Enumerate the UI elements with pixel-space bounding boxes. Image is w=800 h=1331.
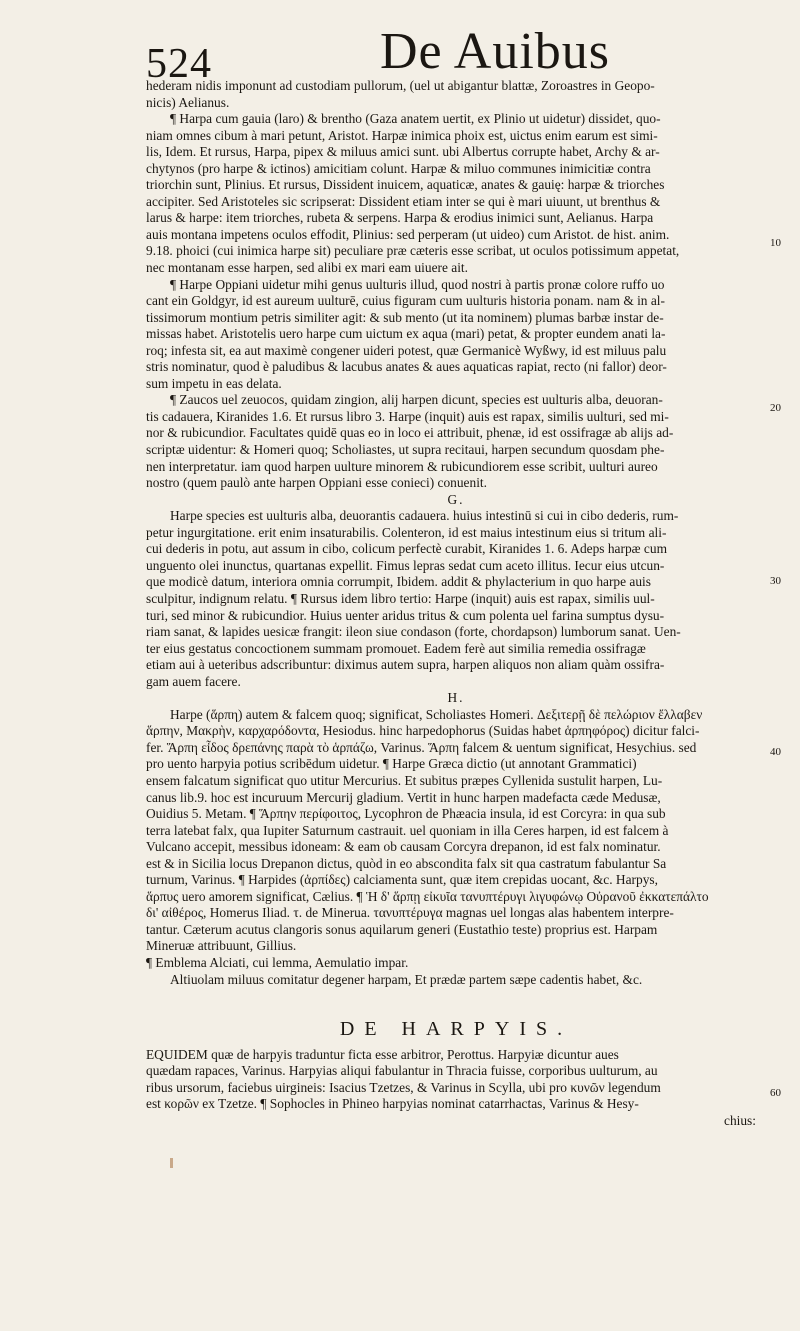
text-line: riam sanat, & lapides uesicæ frangit: ileon siue condason (forte, chordapson) lumborum sanat. Uen-: [146, 624, 681, 640]
text-line: Altiuolam miluus comitatur degener harpam, Et prædæ partem sæpe cadentis habet, &c.: [170, 971, 643, 987]
text-line: ἅρπυς uero amorem significat, Cælius. ¶ Ἡ δ' ἅρπῃ εἰκυῖα τανυπτέρυγι λιγυφώνῳ Οὐρανοῦ ἐκκατεπάλτο: [146, 888, 709, 904]
ink-mark: [170, 1158, 173, 1168]
margin-line-number: 10: [770, 237, 781, 249]
margin-line-number: 30: [770, 575, 781, 587]
text-line: EQUIDEM quæ de harpyis traduntur ficta esse arbitror, Perottus. Harpyiæ dicuntur aues: [146, 1046, 619, 1062]
text-line: sum impetu in eas delata.: [146, 375, 282, 391]
text-line: est κορῶν ex Tzetze. ¶ Sophocles in Phineo harpyias nominat catarrhactas, Varinus & Hesy-: [146, 1096, 639, 1112]
text-line: Vulcano accepit, messibus idoneam: & eam ob causam Corcyra drepanon, id est falx nominatur.: [146, 839, 661, 855]
text-line: auis montana impetens oculos effodit, Plinius: sed perperam (ut uideo) cum Aristot. de hist. anim.: [146, 226, 670, 242]
text-line: stris nominatur, quod è paludibus & lacubus anates & aues aquaticas rapiat, recto (ni fallor) deor-: [146, 359, 667, 375]
catchword: chius:: [724, 1112, 756, 1128]
section-heading: DE HARPYIS.: [339, 1017, 573, 1040]
text-line: Harpe species est uulturis alba, deuorantis cadauera. huius intestinū si cui in cibo dederis, rum-: [170, 508, 679, 524]
text-line: scriptæ uidentur: & Homeri quoq; Scholiastes, ut supra recitaui, harpen secundum quosdam phe-: [146, 442, 665, 458]
text-line: terra latebat falx, qua Iupiter Saturnum castrauit. uel quoniam in illa Ceres harpen, id est falcem à: [146, 822, 669, 838]
text-line: Harpe (ἅρπη) autem & falcem quoq; significat, Scholiastes Homeri. Δεξιτερῇ δὲ πελώριον ἔλλαβεν: [170, 706, 703, 722]
text-line: pro uento harpyia potius scribēdum uidetur. ¶ Harpe Græca dictio (ut annotant Grammatici): [146, 756, 637, 772]
text-line: fer. Ἅρπη εἶδος δρεπάνης παρὰ τὸ ἁρπάζω, Varinus. Ἅρπη falcem & uentum significat, Hesychius. sed: [146, 739, 697, 755]
text-line: chytynos (pro harpe & ictinos) amicitiam colunt. Harpæ & miluo communes inimicitiæ contra: [146, 160, 651, 176]
section-letter: H.: [447, 690, 465, 706]
text-line: quædam rapaces, Varinus. Harpyias aliqui fabulantur in Thracia fuisse, corporibus uulturum, au: [146, 1063, 658, 1079]
text-line: unguento olei inunctus, quartanas expellit. Fimus lepras sedat cum aceto illitus. Iecur eius utcun-: [146, 557, 665, 573]
text-line: tantur. Cæterum acutus clangoris sonus aquilarum generi (Eustathio teste) proprius est. Harpam: [146, 921, 658, 937]
text-line: niam omnes cibum à mari petunt, Aristot. Harpæ inimica phoix est, uictus enim earum est simi-: [146, 127, 658, 143]
margin-line-number: 20: [770, 402, 781, 414]
text-line: nostro (quem paulò ante harpen Oppiani esse conieci) conuenit.: [146, 475, 487, 491]
text-line: tissimorum montium petris similiter agit: & sub mento (ut ita nominem) plumas barbæ instar de-: [146, 309, 664, 325]
page-number: 524: [146, 41, 212, 87]
section-letter: G.: [447, 491, 465, 507]
text-line: 9.18. phoici (cui inimica harpe sit) peculiare præ cæteris esse scribat, ut oculos potissimum appetat,: [146, 243, 680, 259]
text-line: missas habet. Aristotelis uero harpe cum uictum ex aqua (mari) petat, & propter eundem anati la-: [146, 326, 666, 342]
text-line: ¶ Harpa cum gauia (laro) & brentho (Gaza anatem uertit, ex Plinio ut uidetur) dissidet, quo-: [170, 111, 661, 127]
margin-line-number: 40: [770, 746, 781, 758]
text-line: turnum, Varinus. ¶ Harpides (ἁρπίδες) calciamenta sunt, quæ item crepidas uocant, &c. Harpys,: [146, 872, 658, 888]
text-line: nor & rubicundior. Facultates quidē quas eo in loco ei attribuit, phenæ, id est ossifragæ ab alijs ad-: [146, 425, 674, 441]
text-line: ἅρπην, Μακρὴν, καρχαρόδοντα, Hesiodus. hinc harpedophorus (Suidas habet ἁρπηφόρος) dicitur falci-: [146, 723, 700, 739]
text-line: δι' αἰθέρος, Homerus Iliad. τ. de Minerua. τανυπτέρυγα magnas uel longas alas habentem interpre-: [146, 905, 674, 921]
text-line: ¶ Harpe Oppiani uidetur mihi genus uulturis illud, quod nostri à partis pronæ colore ruffo uo: [170, 276, 665, 292]
text-line: turi, sed minor & rubicundior. Huius uenter aridus tritus & cum polenta uel farina sumptus dysu-: [146, 607, 665, 623]
text-line: accipiter. Sed Aristoteles sic scripserat: Dissident etiam inter se qui è mari uiuunt, ut brenthus &: [146, 193, 661, 209]
text-line: cui dederis in potu, aut assum in cibo, colicum perfectè curabit, Kiranides 1. 6. Adeps harpæ cum: [146, 541, 667, 557]
text-line: cant ein Goldgyr, id est aureum uulturē, cuius figuram cum uulturis historia ponam. nam & in al-: [146, 293, 665, 309]
margin-line-number: 60: [770, 1087, 781, 1099]
text-line: etiam aui à ueteribus adscribuntur: diximus autem supra, harpen aliquos non aliam quàm ossifra-: [146, 657, 665, 673]
text-line: triorchin sunt, Plinius. Et rursus, Dissident inuicem, aquaticæ, anates & gauię: harpæ & triorches: [146, 177, 665, 193]
text-line: hederam nidis imponunt ad custodiam pullorum, (uel ut abigantur blattæ, Zoroastres in Geopo-: [146, 78, 655, 93]
text-line: que modicè datum, interiora omnia corrumpit, Ibidem. addit & phylacterium in quo harpe auis: [146, 574, 651, 590]
text-line: ¶ Emblema Alciati, cui lemma, Aemulatio impar.: [146, 954, 409, 970]
text-line: canus lib.9. hoc est incuruum Mercurij gladium. Vertit in hunc harpen madefacta cæde Medusæ,: [146, 789, 661, 805]
text-line: gam auem facere.: [146, 673, 241, 689]
text-line: nicis) Aelianus.: [146, 94, 230, 110]
text-line: Mineruæ attribuunt, Gillius.: [146, 938, 297, 954]
text-line: nec montanam esse harpen, sed alibi ex mari eam uiuere ait.: [146, 260, 468, 276]
text-line: ter eius gestatus concoctionem summam promouet. Eadem ferè aut similia remedia ossifragæ: [146, 640, 646, 656]
text-line: ¶ Zaucos uel zeuocos, quidam zingion, alij harpen dicunt, species est uulturis alba, deuoran-: [170, 392, 663, 408]
text-line: larus & harpe: item triorches, rubeta & serpens. Harpa & erodius inimici sunt, Aelianus. Harpa: [146, 210, 654, 226]
running-title: De Auibus: [380, 23, 610, 80]
text-line: petur ingurgitatione. erit enim insaturabilis. Colenteron, id est maius intestinum eius si tritum ali-: [146, 524, 667, 540]
text-line: est & in Sicilia locus Drepanon dictus, quòd in eo abscondita falx sit qua castratum fabulantur Sa: [146, 855, 667, 871]
text-line: lis, Idem. Et rursus, Harpa, pipex & miluus amici sunt. ubi Albertus corrupte habet, Archy & ar-: [146, 144, 660, 160]
text-line: ensem falcatum significat quo utitur Mercurius. Et subitus præpes Cyllenida sustulit harpen, Lu-: [146, 772, 663, 788]
text-line: [146, 988, 766, 1005]
text-line: roq; infesta sit, ea aut maximè congener uideri potest, quæ Germanicè Wyßwy, id est miluus palu: [146, 342, 667, 358]
text-line: sculpitur, indignum relatu. ¶ Rursus idem libro tertio: Harpe (inquit) auis est rapax, similis uul-: [146, 590, 655, 606]
text-line: Ouidius 5. Metam. ¶ Ἅρπην περίφοιτος, Lycophron de Phæacia insula, id est Corcyra: in qua sub: [146, 806, 666, 822]
text-line: nen interpretatur. iam quod harpen uulture minorem & rubicundiorem esse scribit, uulturi aureo: [146, 458, 658, 474]
text-column: [146, 78, 766, 1129]
text-line: ribus ursorum, faciebus uirgineis: Isacius Tzetzes, & Varinus in Scylla, ubi pro κυνῶν legendum: [146, 1079, 661, 1095]
text-line: tis cadauera, Kiranides 1.6. Et rursus libro 3. Harpe (inquit) auis est rapax, similis uulturi, sed mi-: [146, 408, 669, 424]
